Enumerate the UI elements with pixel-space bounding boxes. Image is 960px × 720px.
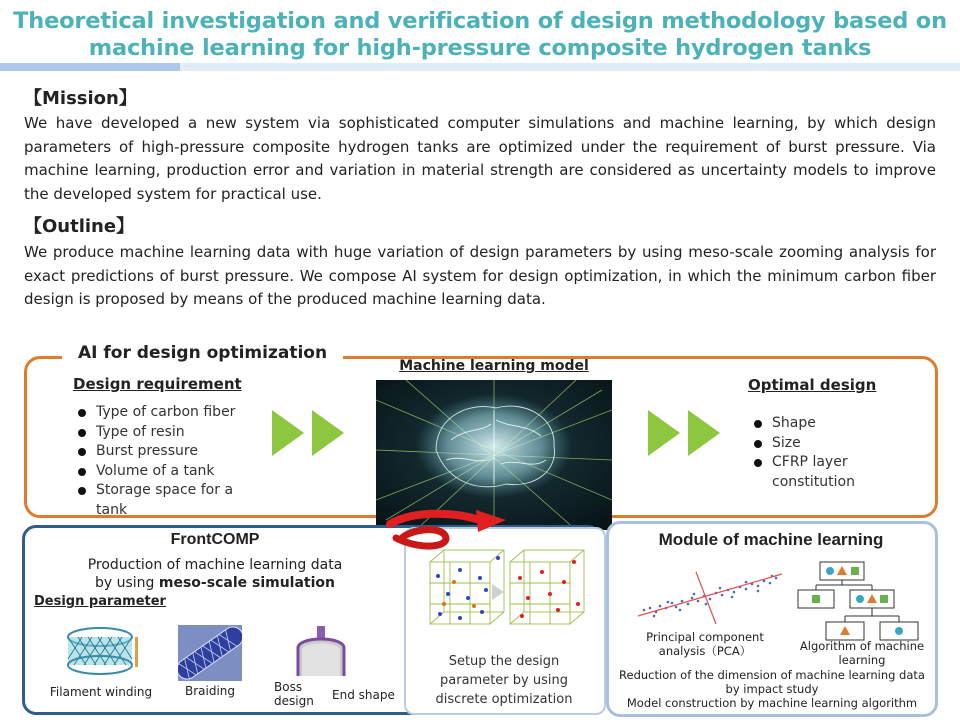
frontcomp-title: FrontCOMP <box>170 531 260 548</box>
algorithm-caption: Algorithm of machine learning <box>799 639 925 667</box>
flow-arrow-icon <box>384 508 514 552</box>
right-arrows-icon <box>646 408 726 458</box>
list-item: Volume of a tank <box>76 462 256 482</box>
model-construction-line: Model construction by machine learning algorithm <box>626 696 918 710</box>
list-item: CFRP layer constitution <box>752 453 902 492</box>
mission-heading: 【Mission】 <box>24 88 137 109</box>
list-item: Size <box>752 434 902 454</box>
frontcomp-description <box>40 556 390 592</box>
optimal-design-heading: Optimal design <box>748 376 877 394</box>
frontcomp-desc-line-1: Production of machine learning data <box>87 557 343 573</box>
outline-text: We produce machine learning data with huge variation of design parameters by using meso-scale zooming analysis for exact predictions of burst pressure. We compose AI system for design optimization, in which the minimum carbon fiber design is proposed by means of the produced machine learning data. <box>24 243 936 308</box>
reduction-line-2: by impact study <box>725 682 819 696</box>
mission-text: We have developed a new system via sophisticated computer simulations and machine learning, by which design parameters of high-pressure composite hydrogen tanks are optimized under the requirement of burst pressure. Via machine learning, production error and variation in material strength are considered as uncertainty models to improve the developed system for practical use. <box>24 114 936 203</box>
pca-scatter-image <box>634 566 784 628</box>
desc-prefix: by using <box>95 575 159 591</box>
design-parameter-heading: Design parameter <box>34 594 166 609</box>
ml-model-heading: Machine learning model <box>399 358 589 374</box>
boss-design-caption: Boss design <box>274 680 314 708</box>
reduction-caption <box>610 668 934 710</box>
list-item: Type of resin <box>76 423 256 443</box>
end-shape-caption: End shape <box>332 688 395 702</box>
desc-bold: meso-scale simulation <box>158 575 335 591</box>
braiding-caption: Braiding <box>184 684 236 698</box>
title-rule-accent <box>0 63 180 71</box>
list-item: Shape <box>752 414 902 434</box>
page-title <box>0 8 960 62</box>
braiding-image <box>178 625 242 681</box>
title-line-2: machine learning for high-pressure composite hydrogen tanks <box>88 35 872 61</box>
ml-module-title: Module of machine learning <box>658 530 884 549</box>
list-item: Burst pressure <box>76 442 256 462</box>
discrete-grid-image <box>424 548 596 632</box>
list-item: Storage space for a tank <box>76 481 256 520</box>
boss-end-shape-image <box>294 626 348 676</box>
outline-heading: 【Outline】 <box>24 216 135 237</box>
reduction-line-1: Reduction of the dimension of machine learning data <box>619 668 925 682</box>
list-item: Type of carbon fiber <box>76 403 256 423</box>
right-arrows-icon <box>270 408 350 458</box>
design-requirement-list <box>76 403 256 520</box>
design-requirement-heading: Design requirement <box>73 375 242 393</box>
filament-winding-caption: Filament winding <box>49 685 153 699</box>
ai-panel-title: AI for design optimization <box>62 343 343 363</box>
title-rule <box>180 63 960 71</box>
decision-tree-image <box>796 560 924 642</box>
title-line-1: Theoretical investigation and verification of design methodology based on <box>13 8 947 34</box>
filament-winding-image <box>62 623 142 679</box>
optimal-design-list <box>752 414 902 492</box>
optimization-text: Setup the design parameter by using discrete optimization <box>435 654 573 707</box>
pca-caption: Principal component analysis（PCA） <box>646 630 764 658</box>
frontcomp-desc-line-2 <box>40 574 390 592</box>
